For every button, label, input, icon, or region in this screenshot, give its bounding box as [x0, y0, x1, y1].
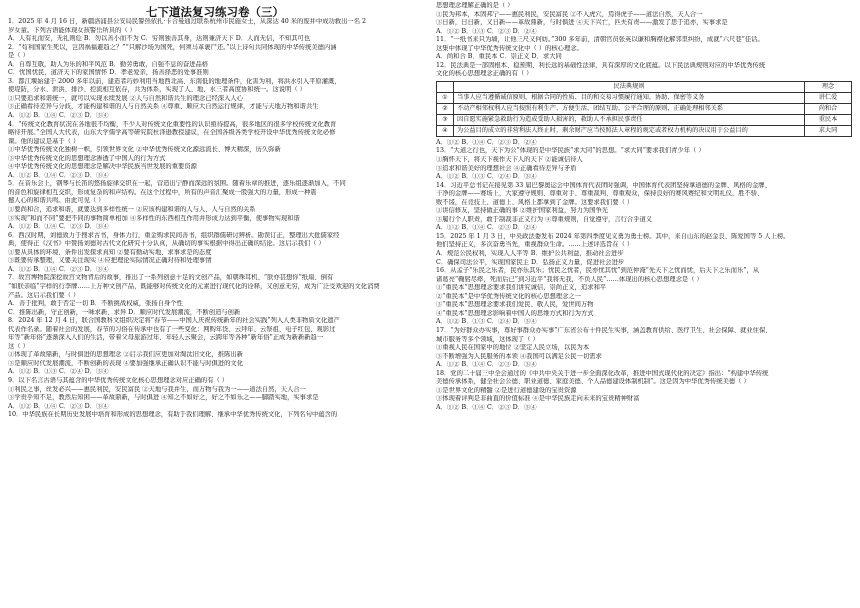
question-line: A．①② B．①④ C．②③ D．③④ [436, 403, 537, 411]
table-cell: 为公益目的成立的非营利法人终止时，剩余财产应当按照法人章程的规定或者权力机构的决议用于公益目的 [454, 125, 805, 136]
question-line: ③正确看待差异与分歧，才能构建和谐的人与自然关系 ④尊重、顺应大自然运行规律，才能与天地万物和谐共生 [8, 103, 319, 111]
question-line: A．①② B．①④ C．②③ D．②④ [436, 138, 537, 146]
table-header-cell: 理念 [805, 81, 852, 92]
question-line: 岁女童。下列古语能体现女孩警岳所具的（ ） [8, 26, 136, 34]
question-line: ①是世界文化的精髓 ②是进行道德建设的宝贵资源 [436, 386, 577, 394]
right-questions-top [436, 2, 852, 79]
question-line: 这集中体现了中华优秀传统文化中（ ）的核心理念。 [436, 44, 583, 52]
question-line: ③追求和谐美好的理想社会 ④正确看待差异与矛盾 [436, 164, 577, 172]
question-line: C．推陈出新，守正创新，一味求新、求异 D．顺应时代发展潮流，不断创造与创新 [8, 308, 241, 316]
right-questions-bottom [436, 139, 852, 413]
table-cell: ① [437, 92, 454, 103]
table-cell: 尚和合 [805, 103, 852, 114]
question-line: 14．习近平总书记在接见第 33 届巴黎奥运会中国体育代表团时强调，中国体育代表团坚持拿道德的金牌、风格的金牌、 [436, 181, 771, 189]
table-cell: 讲仁爱 [805, 92, 852, 103]
question-line: C．忧国忧民，道济天下的家国情怀 D．孝老爱亲，扬善择恶的处事准则 [8, 69, 209, 77]
question-line: 略待开展。”全国人大代表，山东大学儒学高等研究院杜泽逊教授建议，在全国各级各类学校开设中华优秀传统文化必修 [8, 129, 336, 137]
question-line: 他们坚持正义，多次奋勇当先，重视群众生命。……上述评选旨在（ ） [436, 241, 634, 249]
question-line: ③体现着评判是非曲直的价值标准 ④是中华民族走向未来的宝贵精神财富 [436, 395, 640, 403]
question-line: “如朕亲临”字样的行李牌……上万种文创产品，既能够对传统文化的元素进行现代化的诠释，又创意无穷，成为广泛受欢迎的文化消费 [8, 282, 380, 290]
question-line: ①中华优秀传统文化独树一帜，引领世界文化 ②中华优秀传统文化源远流长、博大精深，历久弥新 [8, 146, 281, 154]
question-line: ③日新，日日新，又日新——革故鼎新，与时俱进 ④天下兴亡，匹夫有责——激发了思于追亦，实事求是 [436, 19, 728, 27]
question-line: ①胸怀天下，将天下视作天下人的天下 ②能诚信待人 [436, 156, 583, 164]
question-line: 美德传承体系，健全社会公德、职业道德、家庭美德、个人品德建设体制机制”。这是因为中华优秀传统美德（ ） [436, 378, 750, 386]
table-header-cell: 民法典规则 [454, 81, 805, 92]
table-row [437, 103, 852, 114]
question-line: 16．从孟子“乐民之乐者，民亦乐其乐；忧民之忧者，民亦忧其忧”到范仲淹“先天下之忧而忧，后天下之乐而乐”，从 [436, 267, 760, 275]
question-line: ③既要传承整理，又要关注现实 ④应把理论实际情况正确对待和处理事情 [8, 257, 212, 265]
question-line: C．确保司法公平，实现国家民主 D．弘扬正义力量，促进社会进步 [436, 258, 625, 266]
question-line: 7．故宫博物院深挖故宫文物背后的故事，推出了一系列创意十足的文创产品，如朝珠耳机、“朕亦甚想你”纸扇、倒有 [8, 274, 334, 282]
table-cell: 因自愿实施紧急救助行为造成受助人损害的，救助人不承担民事责任 [454, 114, 805, 125]
question-line: ①民为邦本，本固邦宁——惠民利民，安民富民 ②不入虎穴，焉得虎子——道法自然，天人合一 [436, 10, 703, 18]
question-line: A．规范公民权利，实现人人平等 B．维护公共利益，推动社会进步 [436, 250, 624, 258]
question-line: 课。他的建议是基于（ ） [8, 137, 80, 145]
table-row [437, 92, 852, 103]
question-line: 15．2025 年 1 月 3 日，中央政法委发布 2024 年第四季度见义勇为勇士榜。其中，来自山东的赵金良、陈爱国等 5 人上榜。 [436, 232, 790, 240]
question-line: ①要尚和合，追求和谐，就要达到多样性统一 ②应该构建和谐的人与人、人与自然的关系 [8, 206, 256, 214]
question-line: ③不断增强为人民服务的本领 ④我国可以满足公民一切需求 [436, 352, 602, 360]
question-line: ①体现了革故鼎新，与时俱进的思想理念 ②启示我们应更加对淘汰旧文化，推陈出新 [8, 351, 243, 359]
table-cell: 求大同 [805, 125, 852, 136]
question-line: ①利民之事，丝发必兴——惠民利民，安民富民 ②天地与我并生，而万物与我为一——道法自然，天人合一 [8, 385, 306, 393]
question-line: 8．2024 年 12 月 4 日，联合国教科文组织决定将“春节——中国人庆祝传统新年的社会实践”列入人类非物质文化遗产 [8, 317, 340, 325]
question-line: A．①② B．①③ C．②④ D．③④ [436, 173, 537, 181]
question-line: ②“重民本”是中华优秀传统文化的核心思想理念之一 [436, 292, 581, 300]
question-line: A．①② B．①④ C．②③ D．③④ [8, 112, 109, 120]
question-line: A．①② B．①④ C．②③ D．③④ [8, 171, 109, 179]
question-line: ①重视人民在国家中的地位 ②坚定人民立场，以民为本 [436, 344, 590, 352]
question-line: ③“重民本”思想理念要求我们爱民、敬人民，爱世间万物 [436, 301, 594, 309]
table-cell: 重民本 [805, 114, 852, 125]
question-line: 代表作名录。随着社会的发展，春节的习俗在传承中也有了一些变化：网购年货、云拜年、云祭祖、电子红包、观影过 [8, 325, 336, 333]
left-column [8, 18, 426, 420]
question-line: ③是顺应时代发展潮流，不断创新的表现 ④要加强继承正确认识不能与时俱进的文化 [8, 359, 243, 367]
question-line: A．尚和合 B．重民本 C．崇正义 D．求大同 [436, 53, 562, 61]
question-line: 13．“大道之行也，天下为公”体现的是中华民族“求大同”的思想。“求大同”要求我们青少年（ ） [436, 147, 705, 155]
question-line: ①只要追求和谐统一，就可以实现永续发展 ②人与自然和谐共生的理念已经深入人心 [8, 94, 243, 102]
question-line: A．人有礼而安，无礼则危 B．勿以善小而不为 C．穷则独善其身，达则兼济天下 D．人而无信，不知其可也 [8, 35, 311, 43]
table-cell: ② [437, 103, 454, 114]
question-line: 9．以下名言古语与其蕴含的中华优秀传统文化核心思想理念对应正确的有（ ） [8, 376, 229, 384]
question-line: ①要从具体的环境、条件出发探求真知 ②要有勤动实地、求事求是的态度 [8, 248, 212, 256]
question-line: 10．中华民族在长期历史发展中培育和形成的思想理念，有助于我们理解、继承中华优秀传统文化，下列名句中蕴含的 [8, 411, 338, 419]
question-line: A．①② B．①④ C．②③ D．③④ [8, 402, 109, 410]
question-line: 2．“苟利国家生死以，岂因祸福避趋之？”“只解沙场为国死，何须马革裹尸还。”以上诗句共同体现的中华传统美德内涵 [8, 43, 337, 51]
question-line: 的音色和旋律相互交织，形成复杂的和声结构。在这个过程中，所有的声音汇聚成一股强大的力量，形成一种震 [8, 188, 317, 196]
question-line: 产品。这启示我们要（ ） [8, 291, 80, 299]
question-line: ③学贵乎知不足，教然后知困——革故鼎新，与时俱进 ④知之不如好之，好之不如乐之——脚踏实地，实事求是 [8, 394, 319, 402]
right-column [436, 2, 852, 412]
question-line: ④“重民本”思想理念影响着中国人的思维方式和行为方式 [436, 309, 594, 317]
table-cell: ③ [437, 114, 454, 125]
question-line: 诸葛亮“鞠躬尽瘁，死而后已”到习近平“我将无我，不负人民”……体现出的核心思想理念是（ ） [436, 275, 703, 283]
question-line: A．①② B．①③ C．②④ D．③④ [436, 318, 537, 326]
question-line: ③中华优秀传统文化的思想理念渗透了中国人的行为方式 [8, 154, 166, 162]
table-header [437, 81, 852, 92]
question-line: 文化的核心思想理念正确的有（ ） [436, 70, 533, 78]
question-line: 12．民法典是一部固根本、稳预期、利长远的基础性法律，具有深厚的文化底蕴。以下民法典规则对应的中华优秀传统 [436, 61, 766, 69]
question-line: 年等“新年俗”逐渐深入人们的生活，带着父母旅游过年、年轻人云聚会，云跨年等各种“新年俗”正成为新新新趋一 [8, 334, 324, 342]
question-line: 败不馁，在竞技上、道德上、风格上都拿到了金牌。这要求我们要（ ） [436, 198, 634, 206]
question-line: A．①② B．①③ C．②③ D．②④ [436, 27, 537, 35]
question-line: 4．“传统文化教育状况在各地很不均衡，不少人对传统文化重要性的认识亟待提高，很多地区的很多学校传统文化教育 [8, 120, 337, 128]
table-cell: 不动产相邻权利人应当按照有利生产、方便生活、团结互助、公平合理的原则，正确处理相邻关系 [454, 103, 805, 114]
question-line: ③履行个人职责，敢于制裁非正义行为 ④尊重规则，自觉遵守，言行合乎道义 [436, 215, 653, 223]
table-row [437, 125, 852, 136]
table-row [437, 114, 852, 125]
question-line: 这（ ） [8, 342, 29, 350]
question-line: 干净的金牌——赛场上，大家遵守规则、尊重对手、尊重裁判、尊重观众，保持良好的赛风赛纪和文明礼仪，胜不骄、 [436, 190, 764, 198]
table-cell: 当事人应当遵循诚信原则，根据合同的性质、目的和交易习惯履行通知、协助、保密等义务 [454, 92, 805, 103]
civil-code-table [436, 81, 852, 137]
question-line: 18．党的二十届三中全会通过的《中共中央关于进一步全面深化改革，推进中国式现代化的决定》指出：“构建中华传统 [436, 369, 769, 377]
question-line: 是（ ） [8, 52, 29, 60]
question-line: A．自尊互敬，助人为乐的和平风范 B．勤劳勇敢，自强不息的奋进品格 [8, 60, 209, 68]
question-line: 撼人心的和谐共鸣。由此可见（ ） [8, 197, 105, 205]
question-line: 思想理念理解正确的是（ ） [436, 2, 514, 9]
question-line: 5．在音乐会上，钢琴与长笛的悠扬旋律交织在一起，营造出宁静而深远的氛围。随着乐章的推进，逐乐组逐渐加入，不同 [8, 180, 346, 188]
question-line: 11．“一纸书来只为墙，让他三尺又何妨。”300 多年前，清朝官员张英以谦和胸襟化解邻里纠纷，成就“六尺巷”佳话。 [436, 36, 764, 44]
table-cell: ④ [437, 125, 454, 136]
question-line: 17．“为好群众办实事，尊好事群众办实事”广东省公布十件民生实事，涵盖教育供给、医疗卫生、社会保障、就业住保、 [436, 326, 772, 334]
question-line: ③实现“和而不同”要把不同的事物简单相加 ④多样性的东西相互作用并形成力达到平衡，使事物实现和谐 [8, 214, 300, 222]
question-line: A．善于批判，敢于否定一切 B．不断挑战权威，张扬自身个性 [8, 300, 183, 308]
question-line: A．①② B．①④ C．②③ D．②④ [436, 224, 537, 232]
question-line: A．①② B．①④ C．②③ D．③④ [8, 265, 109, 273]
question-line: A．①② B．①④ C．②③ D．③④ [436, 361, 537, 369]
question-line: 3．都江堰始建于 2000 多年以前，建造者巧妙利用当地西北高、东南低的地理条件，化害为利，将洪水引入平原灌溉， [8, 77, 341, 85]
question-line: A．①② B．①③ C．②④ D．③④ [8, 368, 109, 376]
question-line: 1．2025 年 4 月 16 日，新疆洛浦县公安局民警热依扎·卡合曼通过联系杭州市民施女士，从深达 40 米的废井中成功救出一名 2 [8, 18, 367, 25]
question-line: 城市服务等多个领域，这体现了（ ） [436, 335, 539, 343]
question-line: ①讲信修友，坚持做正确的事 ②维护国家利益，努力为国争光 [436, 207, 609, 215]
question-line: 6．西汉时期，刘德致力于搜求古书，身体力行，重金购求民间善书，组织群儒研讨辨析。勘误订正，整理出大批儒家经 [8, 231, 340, 239]
question-line: 使堤防，分水、泄洪、排沙、控流相互依存，共为体系，实现了人、地、水三者高度协和统一。这说明（ ） [8, 86, 306, 94]
question-line: 典，使得正《汉书》中赞扬刘德对古代文化研究十分认真，从确切的事实根据中得出正确的结论。这启示我们（ ） [8, 240, 325, 248]
question-line: ④中华优秀传统文化的思想理念是解决中华民族当世发展的重要资源 [8, 163, 197, 171]
question-line: ①“重民本”思想理念要求我们讲究诚信，崇尚正义，追求和平 [436, 284, 607, 292]
question-line: A．①② B．①④ C．②③ D．③④ [8, 223, 109, 231]
table-header-cell [437, 81, 454, 92]
page-title: 七下道法复习练习卷（三） [146, 5, 284, 19]
